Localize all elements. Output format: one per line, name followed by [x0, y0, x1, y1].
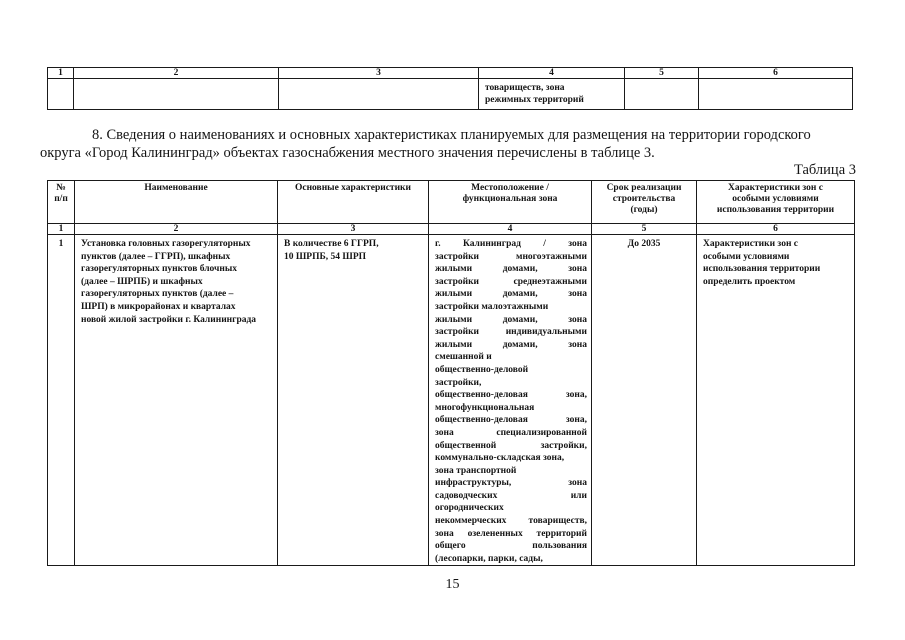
location-line: режимных территорий [485, 95, 584, 105]
column-number: 1 [48, 68, 74, 79]
header-characteristics: Основные характеристики [278, 181, 429, 224]
header-zones: Характеристики зон с особыми условиями использования территории [697, 181, 855, 224]
column-number: 2 [75, 224, 278, 235]
column-number: 4 [479, 68, 625, 79]
location-cell: г. Калининград / зона застройки многоэтажными жилыми домами, зона застройки среднеэтажными жилыми домами, зона застройки малоэтажными жилыми домами, зона застройки индивидуальными жилыми домами, зона смешанной и общественно-деловой застройки, общественно-деловая зона, многофункциональная общественно-деловая зона, зона специализированной общественной застройки, коммунально-складская зона, зона транспортной инфраструктуры, зона садоводческих или огороднических некоммерческих товариществ, зона озелененных территорий общего пользования (лесопарки, парки, сады, [429, 235, 592, 566]
column-number: 2 [74, 68, 279, 79]
zones-cell: Характеристики зон с особыми условиями использования территории определить проектом [697, 235, 855, 566]
number-cell [48, 79, 74, 110]
header-location: Местоположение / функциональная зона [429, 181, 592, 224]
column-number: 4 [429, 224, 592, 235]
table-row [48, 235, 855, 566]
column-number-row [48, 224, 855, 235]
page-number: 15 [445, 577, 460, 592]
column-number: 5 [625, 68, 699, 79]
column-number: 5 [592, 224, 697, 235]
characteristics-cell [279, 79, 479, 110]
header-name: Наименование [75, 181, 278, 224]
column-number: 1 [48, 224, 75, 235]
continuation-table [47, 67, 853, 110]
paragraph-line: округа «Город Калининград» объектах газоснабжения местного значения перечислены в таблице 3. [40, 145, 655, 161]
table-row [48, 79, 853, 110]
name-cell [74, 79, 279, 110]
section-paragraph [40, 126, 860, 162]
paragraph-line: 8. Сведения о наименованиях и основных характеристиках планируемых для размещения на территории городского [92, 127, 811, 143]
zones-cell [699, 79, 853, 110]
gas-supply-table [47, 180, 855, 566]
header-term: Срок реализации строительства (годы) [592, 181, 697, 224]
table-caption: Таблица 3 [793, 162, 856, 178]
row-number: 1 [48, 235, 75, 566]
column-number: 3 [279, 68, 479, 79]
column-number-row [48, 68, 853, 79]
header-number: № п/п [48, 181, 75, 224]
term-cell: До 2035 [592, 235, 697, 566]
header-row [48, 181, 855, 224]
column-number: 6 [699, 68, 853, 79]
column-number: 3 [278, 224, 429, 235]
term-cell [625, 79, 699, 110]
characteristics-cell: В количестве 6 ГГРП, 10 ШРПБ, 54 ШРП [278, 235, 429, 566]
location-cell [479, 79, 625, 110]
name-cell: Установка головных газорегуляторных пунктов (далее – ГГРП), шкафных газорегуляторных пунктов блочных (далее – ШРПБ) и шкафных газорегуляторных пунктов (далее – ШРП) в микрорайонах и кварталах новой жилой застройки г. Калининграда [75, 235, 278, 566]
location-line: товариществ, зона [485, 83, 565, 93]
column-number: 6 [697, 224, 855, 235]
